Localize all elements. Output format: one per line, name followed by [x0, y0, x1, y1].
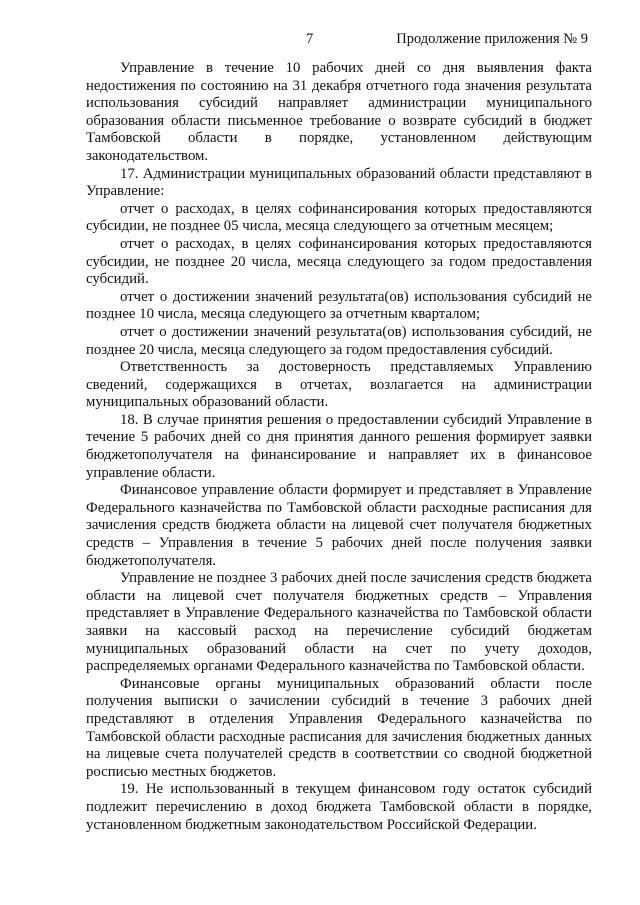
- appendix-label: Продолжение приложения № 9: [396, 31, 588, 47]
- paragraph-results-yearly: отчет о достижении значений результата(ов) использования субсидий, не позднее 20 числа, месяца следующего за годом предоставления субсидий.: [86, 323, 592, 358]
- paragraph-17-reports: 17. Администрации муниципальных образований области представляют в Управление:: [86, 165, 592, 200]
- paragraph-report-yearly: отчет о расходах, в целях софинансирования которых предоставляются субсидии, не позднее 20 числа, месяца следующего за годом предоставления субсидий.: [86, 235, 592, 288]
- paragraph-cash-expense: Управление не позднее 3 рабочих дней после зачисления средств бюджета области на лицевой счет получателя бюджетных средств – Управления представляет в Управление Федерального казначейства по Тамбовской области заявки на кассовый расход на перечисление субсидий бюджетам муниципальных образований области на счет по учету доходов, распределяемых органами Федерального казначейства по Тамбовской области.: [86, 570, 592, 675]
- paragraph-finance-department: Финансовое управление области формирует и представляет в Управление Федерального казначейства по Тамбовской области расходные расписания для зачисления средств бюджета области на лицевой счет получателя бюджетных средств – Управления в течение 5 рабочих дней после получения заявки бюджетополучателя.: [86, 482, 592, 569]
- paragraph-report-monthly: отчет о расходах, в целях софинансирования которых предоставляются субсидии, не позднее 05 числа, месяца следующего за отчетным месяцем;: [86, 200, 592, 235]
- document-body: [86, 60, 592, 834]
- paragraph-municipal-finance: Финансовые органы муниципальных образований области после получения выписки о зачислении субсидий в течение 3 рабочих дней представляют в отделения Управления Федерального казначейства по Тамбовской области расходные расписания для зачисления бюджетных данных на лицевые счета получателей средств в соответствии со сводной бюджетной росписью местных бюджетов.: [86, 675, 592, 780]
- paragraph-refund-requirement: Управление в течение 10 рабочих дней со дня выявления факта недостижения по состоянию на 31 декабря отчетного года значения результата использования субсидий направляет администрации муниципального образования области письменное требование о возврате субсидий в бюджет Тамбовской области в порядке, установленном действующим законодательством.: [86, 60, 592, 164]
- paragraph-18-decision: 18. В случае принятия решения о предоставлении субсидий Управление в течение 5 рабочих дней со дня принятия данного решения формирует заявки бюджетополучателя на финансирование и направляет их в финансовое управление области.: [86, 411, 592, 481]
- paragraph-19-unused-balance: 19. Не использованный в текущем финансовом году остаток субсидий подлежит перечислению в доход бюджета Тамбовской области в порядке, установленном бюджетным законодательством Российской Федерации.: [86, 781, 592, 833]
- page-number: 7: [306, 31, 314, 47]
- paragraph-results-quarterly: отчет о достижении значений результата(ов) использования субсидий не позднее 10 числа, месяца следующего за отчетным кварталом;: [86, 288, 592, 323]
- paragraph-responsibility: Ответственность за достоверность представляемых Управлению сведений, содержащихся в отчетах, возлагается на администрации муниципальных образований области.: [86, 359, 592, 411]
